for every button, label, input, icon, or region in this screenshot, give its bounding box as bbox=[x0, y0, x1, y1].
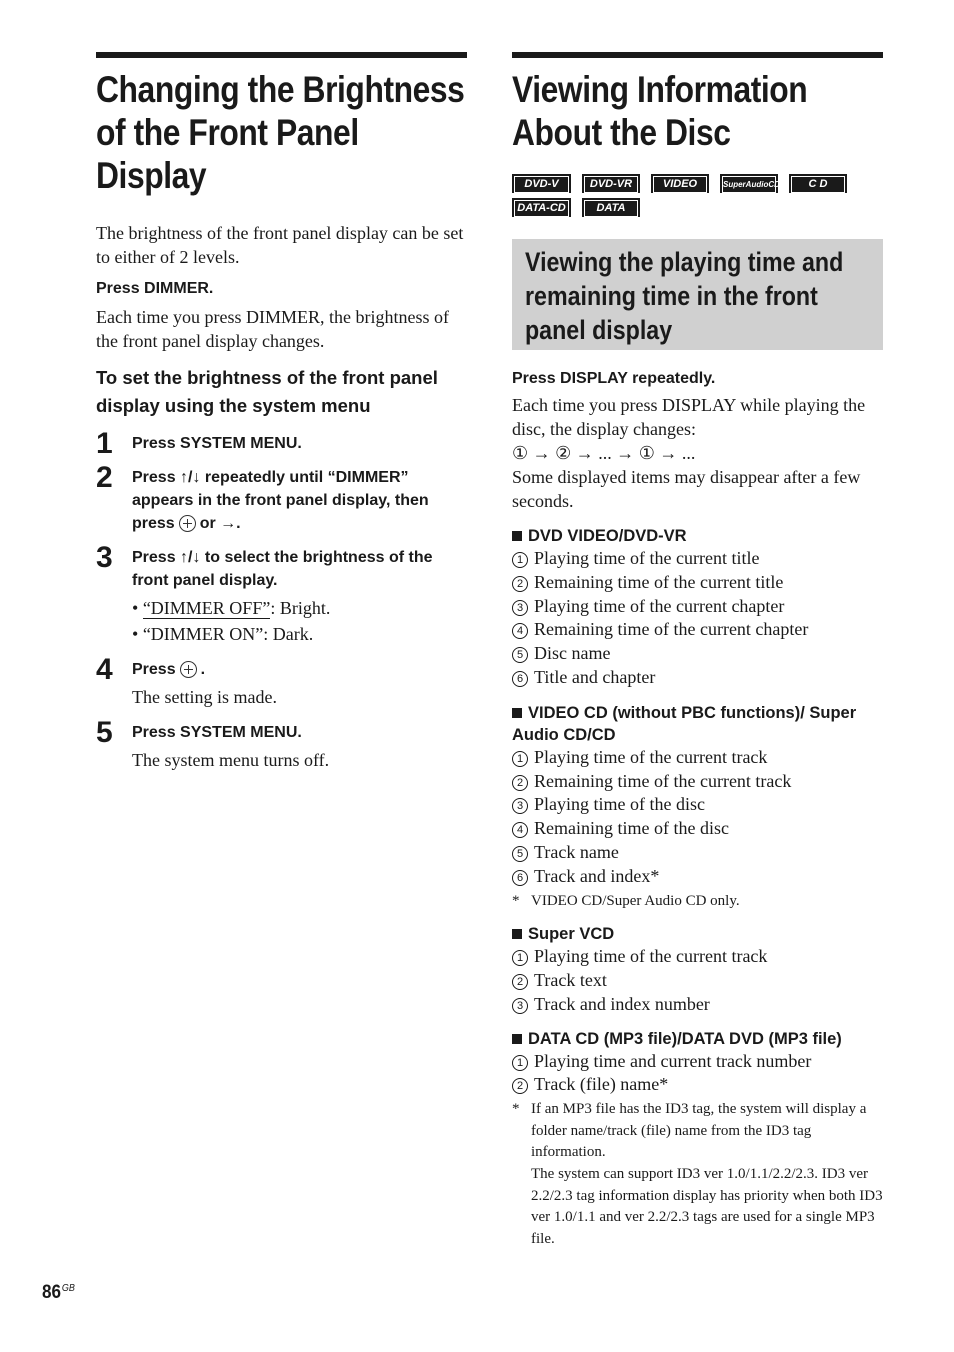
list-item bbox=[512, 746, 883, 770]
badge-label: DVD-V bbox=[514, 176, 569, 193]
square-bullet-icon bbox=[512, 1034, 522, 1044]
group-heading-video-cd bbox=[512, 702, 883, 746]
press-dimmer: Press DIMMER. bbox=[96, 280, 214, 297]
group-heading-super-vcd bbox=[512, 923, 883, 945]
circled-number-3-icon: 3 bbox=[512, 798, 528, 814]
footnote-text: If an MP3 file has the ID3 tag, the system will display a folder name/track (file) name from the ID3 tag information. bbox=[531, 1101, 867, 1161]
option-name: “DIMMER OFF” bbox=[142, 598, 271, 618]
circled-number-3-icon: 3 bbox=[512, 600, 528, 616]
step-label-part: . bbox=[200, 661, 206, 678]
item-text: Playing time of the current track bbox=[534, 746, 768, 767]
list-item bbox=[512, 571, 883, 595]
disc-badge-dvd-v bbox=[512, 174, 571, 193]
group-heading-text: DATA CD (MP3 file)/DATA DVD (MP3 file) bbox=[528, 1029, 842, 1048]
step-number: 3 bbox=[96, 541, 113, 574]
step-label: Press ↑/↓ to select the brightness of the front panel display. bbox=[132, 549, 433, 589]
badge-label: DATA DVD bbox=[584, 200, 638, 217]
circled-number-2-icon: 2 bbox=[512, 576, 528, 592]
press-display: Press DISPLAY repeatedly. bbox=[512, 370, 716, 387]
option-desc: : Dark. bbox=[263, 624, 314, 644]
section-rule bbox=[512, 52, 883, 58]
item-text: Remaining time of the current chapter bbox=[534, 619, 809, 640]
step-label-part: Press bbox=[132, 661, 176, 678]
badge-label: VIDEO CD bbox=[653, 176, 707, 193]
page-number bbox=[42, 1282, 75, 1304]
group-heading-text: VIDEO CD (without PBC functions)/ Super Audio CD/CD bbox=[512, 703, 857, 744]
title-line: Viewing Information bbox=[512, 69, 808, 110]
step-2 bbox=[96, 461, 467, 535]
item-text: Playing time of the current track bbox=[534, 946, 768, 967]
section-title bbox=[525, 245, 870, 347]
circled-number-3-icon: 3 bbox=[512, 998, 528, 1014]
region-code: GB bbox=[61, 1282, 75, 1294]
group-heading-dvd bbox=[512, 525, 883, 547]
list-item bbox=[512, 1073, 883, 1097]
page-title bbox=[512, 68, 882, 154]
group-heading-text: Super VCD bbox=[528, 925, 615, 944]
subheading: To set the brightness of the front panel display using the system menu bbox=[96, 367, 438, 416]
footnote-asterisk: * bbox=[512, 892, 520, 909]
item-text: Remaining time of the current title bbox=[534, 571, 784, 592]
list-item bbox=[512, 969, 883, 993]
list-item bbox=[512, 945, 883, 969]
disappear-note: Some displayed items may disappear after a few seconds. bbox=[512, 467, 861, 511]
footnote-text: VIDEO CD/Super Audio CD only. bbox=[531, 892, 740, 909]
step-label bbox=[132, 658, 467, 681]
enter-button-icon bbox=[179, 515, 196, 532]
section-title-line: remaining time in the front bbox=[525, 281, 818, 311]
disc-badge-dvd-vr bbox=[582, 174, 640, 193]
square-bullet-icon bbox=[512, 708, 522, 718]
list-item bbox=[512, 993, 883, 1017]
option-item: • “DIMMER ON”: Dark. bbox=[132, 624, 314, 644]
circled-number-2-icon: 2 bbox=[512, 974, 528, 990]
badge-label: C D bbox=[791, 176, 845, 193]
section-heading-box bbox=[512, 239, 883, 350]
step-5 bbox=[96, 716, 467, 772]
list-item bbox=[512, 642, 883, 666]
step-detail: The setting is made. bbox=[132, 687, 277, 707]
footnote-continued: The system can support ID3 ver 1.0/1.1/2.2/2.3. ID3 ver 2.2/2.3 tag information display has priority when both ID3 ver 1.0/1.1 and ver 2.2/2.3 tags are used for a single MP3 file. bbox=[531, 1165, 883, 1247]
step-3 bbox=[96, 541, 467, 647]
dimmer-description: Each time you press DIMMER, the brightness of the front panel display changes. bbox=[96, 307, 449, 351]
square-bullet-icon bbox=[512, 531, 522, 541]
step-label-part: or →. bbox=[199, 515, 241, 532]
page-title bbox=[96, 68, 466, 197]
left-column bbox=[96, 52, 467, 772]
option-desc: : Bright. bbox=[270, 598, 331, 618]
circled-number-6-icon: 6 bbox=[512, 671, 528, 687]
circled-number-2-icon: 2 bbox=[512, 775, 528, 791]
item-text: Playing time and current track number bbox=[534, 1050, 812, 1071]
title-line: About the Disc bbox=[512, 112, 731, 153]
circled-number-1-icon: 1 bbox=[512, 552, 528, 568]
step-1 bbox=[96, 427, 467, 460]
list-item bbox=[512, 618, 883, 642]
disc-badge-data-dvd bbox=[582, 198, 640, 229]
step-number: 2 bbox=[96, 461, 113, 494]
step-label-part: Press ↑/↓ repeatedly until “DIMMER” appears in the front panel display, then press bbox=[132, 469, 429, 532]
step-number: 5 bbox=[96, 716, 113, 749]
page-number-value: 86 bbox=[42, 1282, 62, 1303]
circled-number-4-icon: 4 bbox=[512, 822, 528, 838]
section-title-line: Viewing the playing time and bbox=[525, 247, 844, 277]
circled-number-1-icon: 1 bbox=[512, 950, 528, 966]
step-label bbox=[132, 466, 467, 535]
title-line: of the Front Panel bbox=[96, 112, 359, 153]
circled-number-1-icon: 1 bbox=[512, 751, 528, 767]
circled-number-2-icon: 2 bbox=[512, 1078, 528, 1094]
disc-badge-super-audio-cd bbox=[720, 174, 778, 193]
item-text: Title and chapter bbox=[534, 666, 656, 687]
list-item bbox=[512, 817, 883, 841]
display-description: Each time you press DISPLAY while playing the disc, the display changes: bbox=[512, 395, 866, 439]
title-line: Changing the Brightness bbox=[96, 69, 465, 110]
badge-label: SuperAudioCD bbox=[722, 176, 776, 193]
list-item bbox=[512, 865, 883, 889]
footnote bbox=[512, 1099, 883, 1164]
list-item bbox=[512, 666, 883, 690]
badge-label: DVD-VR bbox=[584, 176, 638, 193]
display-sequence: ① → ② → ... → ① → ... bbox=[512, 443, 696, 463]
circled-number-4-icon: 4 bbox=[512, 623, 528, 639]
square-bullet-icon bbox=[512, 929, 522, 939]
list-item bbox=[512, 547, 883, 571]
section-title-line: panel display bbox=[525, 315, 673, 345]
item-text: Disc name bbox=[534, 643, 611, 664]
circled-number-5-icon: 5 bbox=[512, 647, 528, 663]
title-line: Display bbox=[96, 155, 207, 196]
disc-badge-cd bbox=[789, 174, 847, 193]
step-label: Press SYSTEM MENU. bbox=[132, 724, 302, 741]
item-text: Track name bbox=[534, 841, 619, 862]
step-detail: The system menu turns off. bbox=[132, 750, 330, 770]
list-item bbox=[512, 793, 883, 817]
item-text: Playing time of the current title bbox=[534, 548, 760, 568]
list-item bbox=[512, 1050, 883, 1074]
step-label: Press SYSTEM MENU. bbox=[132, 435, 302, 452]
circled-number-5-icon: 5 bbox=[512, 846, 528, 862]
step-4 bbox=[96, 653, 467, 709]
footnote-asterisk: * bbox=[512, 1101, 520, 1118]
option-item: • “DIMMER OFF”: Bright. bbox=[132, 598, 331, 618]
item-text: Playing time of the disc bbox=[534, 794, 705, 815]
footnote bbox=[512, 891, 883, 913]
disc-badge-data-cd bbox=[512, 198, 571, 217]
item-text: Track and index* bbox=[534, 865, 660, 886]
circled-number-1-icon: 1 bbox=[512, 1055, 528, 1071]
section-rule bbox=[96, 52, 467, 58]
item-text: Playing time of the current chapter bbox=[534, 595, 785, 616]
disc-badges bbox=[512, 174, 892, 229]
item-text: Remaining time of the disc bbox=[534, 818, 729, 839]
list-item bbox=[512, 841, 883, 865]
right-column bbox=[512, 52, 883, 1250]
circled-number-6-icon: 6 bbox=[512, 870, 528, 886]
enter-button-icon bbox=[180, 661, 197, 678]
group-heading-text: DVD VIDEO/DVD-VR bbox=[528, 527, 687, 545]
item-text: Track and index number bbox=[534, 993, 710, 1014]
group-heading-data-cd bbox=[512, 1028, 883, 1050]
item-text: Track (file) name* bbox=[534, 1074, 669, 1095]
item-text: Remaining time of the current track bbox=[534, 770, 792, 791]
list-item bbox=[512, 770, 883, 794]
intro-text: The brightness of the front panel display can be set to either of 2 levels. bbox=[96, 223, 464, 267]
option-name: “DIMMER ON” bbox=[142, 624, 264, 644]
badge-label: DATA-CD bbox=[514, 200, 569, 217]
disc-badge-video-cd bbox=[651, 174, 709, 205]
step-number: 4 bbox=[96, 653, 113, 686]
step-number: 1 bbox=[96, 427, 113, 460]
list-item bbox=[512, 595, 883, 619]
item-text: Track text bbox=[534, 969, 607, 990]
